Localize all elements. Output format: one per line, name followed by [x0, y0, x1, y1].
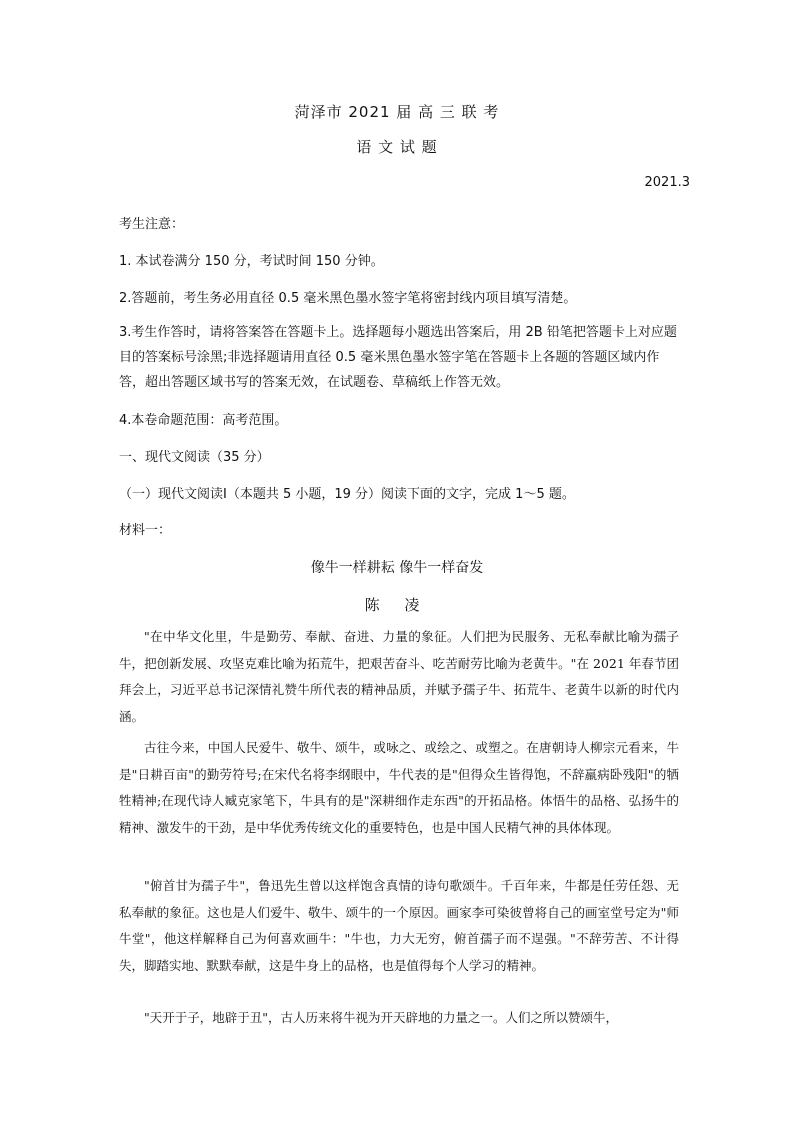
section-heading: 一、现代文阅读（35 分）: [119, 450, 270, 465]
section-subheading: （一）现代文阅读Ⅰ（本题共 5 小题，19 分）阅读下面的文字，完成 1～5 题。: [119, 487, 575, 502]
subject-title: 语 文 试 题: [356, 138, 438, 156]
notice-heading: 考生注意：: [119, 217, 185, 232]
notice-item: 4.本卷命题范围：高考范围。: [119, 413, 288, 428]
exam-title: 菏泽市 2021 届 高 三 联 考: [294, 103, 500, 121]
article-author: 陈 凌: [364, 596, 430, 614]
notice-item: 3.考生作答时，请将答案答在答题卡上。选择题每小题选出答案后，用 2B 铅笔把答题卡上对应题目的答案标号涂黑;非选择题请用直径 0.5 毫米黑色墨水签字笔在答题卡上各题的答题区域内作答，超出答题区域书写的答案无效，在试题卷、草稿纸上作答无效。: [119, 325, 677, 390]
material-label: 材料一：: [119, 523, 172, 538]
article-title: 像牛一样耕耘 像牛一样奋发: [310, 560, 484, 576]
article-paragraph: "天开于子，地辟于丑"，古人历来将牛视为开天辟地的力量之一。人们之所以赞颂牛，: [144, 1010, 619, 1025]
article-paragraph: "俯首甘为孺子牛"，鲁迅先生曾以这样饱含真情的诗句歌颂牛。千百年来，牛都是任劳任怨、无私奉献的象征。这也是人们爱牛、敬牛、颂牛的一个原因。画家李可染彼曾将自己的画室堂号定为"师牛堂"，他这样解释自己为何喜欢画牛："牛也，力大无穷，俯首孺子而不逞强。"不辞劳苦、不计得失，脚踏实地、默默奉献，这是牛身上的品格，也是值得每个人学习的精神。: [119, 878, 679, 973]
notice-item: 1. 本试卷满分 150 分，考试时间 150 分钟。: [119, 254, 384, 269]
article-paragraph: "在中华文化里，牛是勤劳、奉献、奋进、力量的象征。人们把为民服务、无私奉献比喻为孺子牛，把创新发展、攻坚克难比喻为拓荒牛，把艰苦奋斗、吃苦耐劳比喻为老黄牛。"在 2021 年春节团拜会上，习近平总书记深情礼赞牛所代表的精神品质，并赋予孺子牛、拓荒牛、老黄牛以新的时代内涵。: [119, 629, 679, 724]
exam-date: 2021.3: [644, 175, 690, 190]
notice-item: 2.答题前，考生务必用直径 0.5 毫米黑色墨水签字笔将密封线内项目填写清楚。: [119, 291, 577, 306]
article-paragraph: 古往今来，中国人民爱牛、敬牛、颂牛，或咏之、或绘之、或塑之。在唐朝诗人柳宗元看来，牛是"日耕百亩"的勤劳符号;在宋代名将李纲眼中，牛代表的是"但得众生皆得饱，不辞羸病卧残阳"的牺牲精神;在现代诗人臧克家笔下，牛具有的是"深耕细作走东西"的开拓品格。体悟牛的品格、弘扬牛的精神、激发牛的干劲，是中华优秀传统文化的重要特色，也是中国人民精气神的具体体现。: [119, 740, 679, 835]
